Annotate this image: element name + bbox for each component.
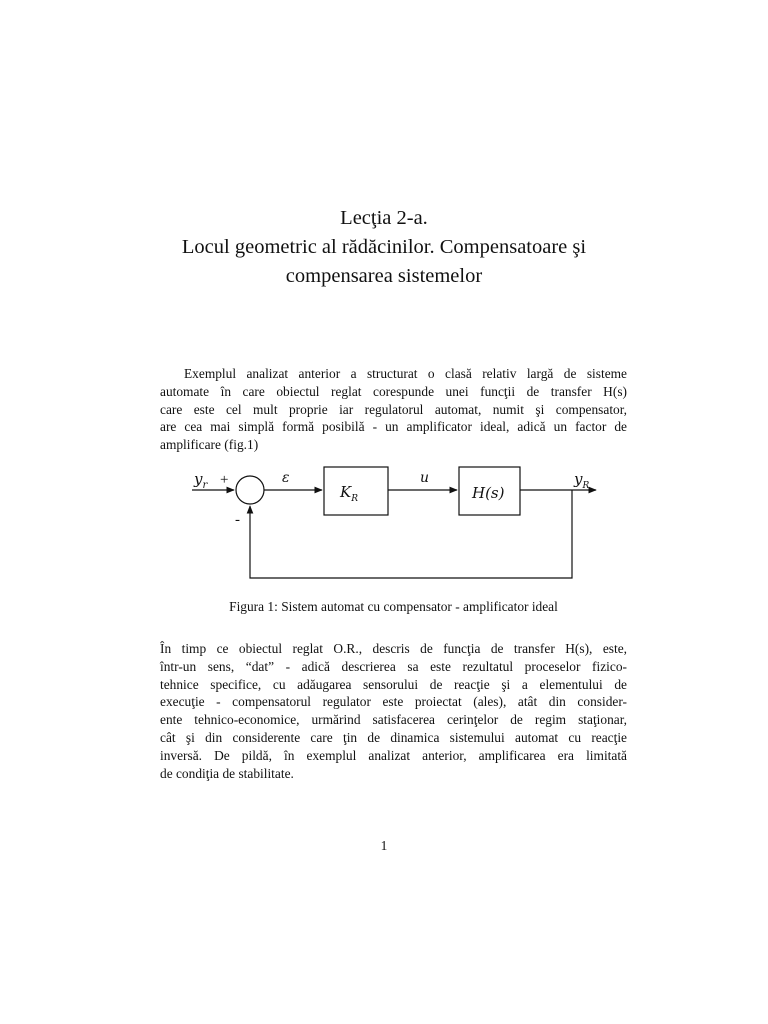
- paragraph-line: ente tehnico-economice, urmărind satisfacerea cerinţelor de regim staţionar,: [160, 712, 627, 728]
- output-label: $y_R$: [574, 470, 590, 491]
- paragraph-line: care este cel mult proprie iar regulatorul automat, numit şi compensator,: [160, 401, 627, 417]
- page-number: 1: [380, 838, 388, 853]
- control-signal-label: u: [420, 470, 430, 486]
- summing-junction: [236, 476, 264, 504]
- body-paragraph: [160, 640, 627, 782]
- title-line-1: Lecţia 2-a.: [340, 207, 428, 229]
- controller-label: $K_R$: [340, 483, 358, 504]
- paragraph-line: amplificare (fig.1): [160, 437, 259, 453]
- plus-sign: +: [220, 472, 229, 488]
- title-line-3: compensarea sistemelor: [285, 265, 483, 287]
- input-label: $y_r$: [194, 470, 208, 491]
- paragraph-line: inversă. De pildă, în exemplul analizat anterior, amplificarea era limitată: [160, 747, 627, 763]
- plant-label: H(s): [472, 484, 505, 502]
- error-label: ε: [282, 470, 290, 486]
- paragraph-line: execuţie - compensatorul regulator este proiectat (ales), atât din consider-: [160, 694, 627, 710]
- paragraph-line: are cea mai simplă formă posibilă - un amplificator ideal, adică un factor de: [160, 419, 627, 435]
- title-line-2: Locul geometric al rădăcinilor. Compensatoare şi: [181, 236, 587, 258]
- feedback-path: [250, 490, 572, 578]
- paragraph-line: automate în care obiectul reglat corespunde unei funcţii de transfer H(s): [160, 383, 627, 399]
- controller-block: [324, 467, 388, 515]
- paragraph-line: de condiţia de stabilitate.: [160, 765, 294, 781]
- figure-caption: Figura 1: Sistem automat cu compensator - amplificator ideal: [229, 599, 558, 614]
- paragraph-line: tehnice specifice, cu adăugarea sensorului de reacţie şi a elementului de: [160, 676, 627, 692]
- paragraph-line: Exemplul analizat anterior a structurat o clasă relativ largă de sisteme: [184, 366, 627, 381]
- paragraph-line: În timp ce obiectul reglat O.R., descris de funcţia de transfer H(s), este,: [160, 641, 627, 656]
- paragraph-line: cât şi din considerente care ţin de dinamica sistemului automat cu reacţie: [160, 729, 627, 745]
- minus-sign: -: [235, 512, 240, 528]
- paragraph-line: într-un sens, “dat” - adică descrierea sa este rezultatul proceselor fizico-: [160, 658, 627, 674]
